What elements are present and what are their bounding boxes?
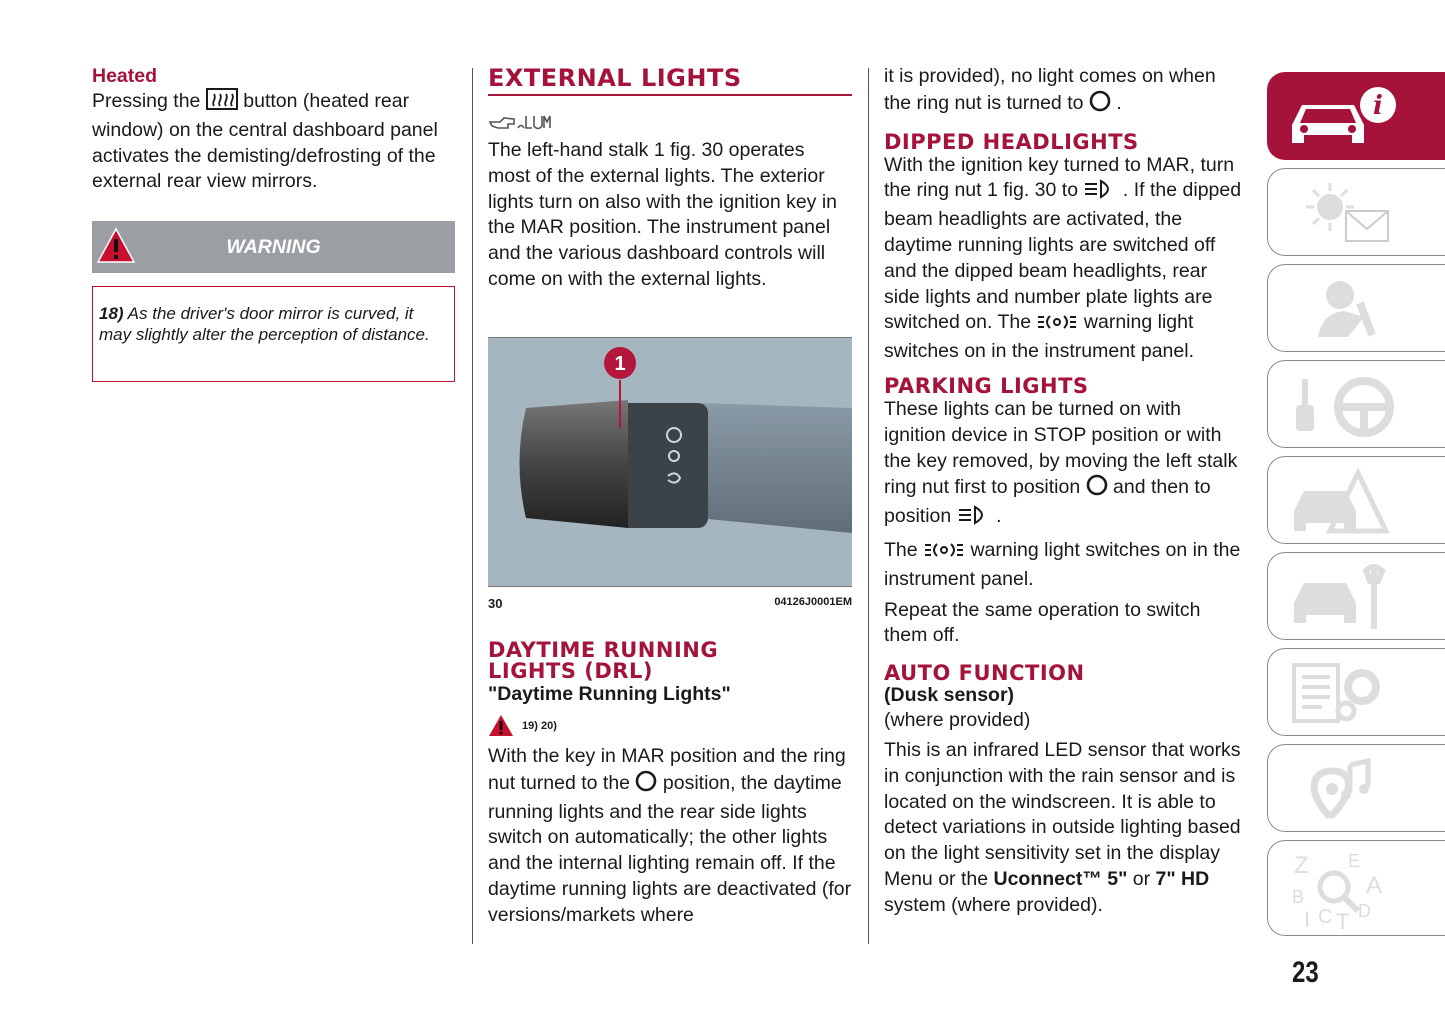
side-lights-icon: [1036, 313, 1078, 339]
warning-header: WARNING: [92, 221, 455, 273]
svg-text:B: B: [1292, 887, 1305, 907]
svg-text:C: C: [1318, 906, 1333, 928]
heated-rear-window-icon: [206, 88, 238, 118]
auto-function-title: AUTO FUNCTION: [884, 661, 1085, 686]
column-2: [488, 62, 852, 926]
page-number: 23: [1292, 956, 1319, 989]
auto-paragraph: This is an infrared LED sensor that works in conjunction with the rain sensor and is located on the windscreen. It is able to detect variations in outside lighting based on the light sensitivity set in the display Menu or the Uconnect™ 5" or 7" HD system (where provided).: [884, 738, 1241, 916]
tab-emergency[interactable]: [1267, 456, 1445, 544]
tab-multimedia[interactable]: [1267, 744, 1445, 832]
warning-text: As the driver's door mirror is curved, it may slightly alter the perception of distance.: [99, 304, 430, 344]
heated-paragraph: Pressing the button (heated rear window) on the central dashboard panel activates the demisting/defrosting of the external rear view mirrors.: [92, 90, 438, 193]
svg-text:A: A: [1366, 872, 1383, 899]
light-stalk-illustration: [488, 338, 852, 586]
tab-servicing[interactable]: [1267, 552, 1445, 640]
parking-paragraph-1: These lights can be turned on with ignition device in STOP position or with the key removed, by moving the left stalk ring nut first to position and then to position .: [884, 397, 1246, 533]
servicing-icon: [1288, 561, 1408, 633]
svg-text:Z: Z: [1294, 852, 1309, 879]
tab-safety[interactable]: [1267, 264, 1445, 352]
figure-30: [488, 337, 852, 587]
continued-paragraph: it is provided), no light comes on when the ring nut is turned to .: [884, 64, 1246, 120]
tab-starting-driving[interactable]: [1267, 360, 1445, 448]
tab-warning-lights[interactable]: [1267, 168, 1445, 256]
car-info-icon: [1288, 81, 1408, 153]
dipped-beam-icon: [1083, 179, 1117, 207]
column-1: [92, 62, 457, 344]
figure-code: 04126J0001EM: [774, 596, 852, 608]
auto-function-subtitle: (Dusk sensor): [884, 684, 1015, 707]
multimedia-icon: [1288, 753, 1408, 825]
drl-title: DAYTIME RUNNING LIGHTS (DRL): [488, 638, 719, 683]
figure-number: 30: [488, 596, 503, 611]
figure-callout: 1: [614, 353, 626, 375]
svg-text:T: T: [1336, 909, 1350, 929]
index-icon: [1288, 849, 1408, 929]
technical-data-icon: [1288, 657, 1408, 729]
ring-off-icon: [635, 770, 657, 800]
drl-paragraph: With the key in MAR position and the ring nut turned to the position, the daytime running lights and the rear side lights switch on automatically; the other lights and the internal lighting remain off. If the daytime running lights are deactivated (for versions/markets where: [488, 745, 852, 926]
parking-lights-title: PARKING LIGHTS: [884, 373, 1089, 398]
small-warning-triangle-icon: [488, 725, 514, 742]
drl-subtitle: "Daytime Running Lights": [488, 683, 731, 705]
warning-number: 18): [99, 304, 124, 323]
svg-text:I: I: [1304, 907, 1311, 929]
svg-text:D: D: [1358, 901, 1371, 921]
heated-heading: Heated: [92, 65, 158, 87]
dipped-beam-icon: [957, 505, 991, 533]
ring-off-icon: [1089, 90, 1111, 120]
safety-airbag-icon: [1288, 273, 1408, 345]
side-lights-icon: [923, 541, 965, 567]
column-divider-2: [868, 68, 869, 944]
tab-car-info[interactable]: [1267, 72, 1445, 160]
external-lights-title: EXTERNAL LIGHTS: [488, 64, 852, 96]
tab-index[interactable]: [1267, 840, 1445, 936]
hand-reference-icon: [488, 110, 852, 134]
drl-warning-refs: 19) 20): [488, 714, 514, 740]
warning-box: [92, 286, 455, 382]
parking-paragraph-3: Repeat the same operation to switch them off.: [884, 598, 1201, 647]
svg-text:i: i: [1373, 91, 1383, 121]
external-lights-intro: The left-hand stalk 1 fig. 30 operates most of the external lights. The exterior lights turn on also with the ignition key in the MAR position. The instrument panel and the various dashboard controls will come on with the external lights.: [488, 139, 838, 290]
svg-text:E: E: [1348, 851, 1361, 871]
column-divider-1: [472, 68, 473, 944]
tab-technical-data[interactable]: [1267, 648, 1445, 736]
starting-driving-icon: [1288, 369, 1408, 441]
column-3: [884, 62, 1246, 919]
parking-paragraph-2: The warning light switches on in the instrument panel.: [884, 538, 1241, 590]
ring-off-icon: [1086, 474, 1108, 504]
auto-where-provided: (where provided): [884, 709, 1031, 732]
emergency-icon: [1288, 465, 1408, 537]
dipped-paragraph: With the ignition key turned to MAR, turn the ring nut 1 fig. 30 to . If the dipped beam headlights are activated, the daytime running lights are switched off and the dipped beam headlights, rear side lights and number plate lights are switched on. The warning light switches on in the instrument panel.: [884, 153, 1242, 363]
warning-lights-icon: [1288, 177, 1408, 249]
dipped-headlights-title: DIPPED HEADLIGHTS: [884, 129, 1139, 154]
